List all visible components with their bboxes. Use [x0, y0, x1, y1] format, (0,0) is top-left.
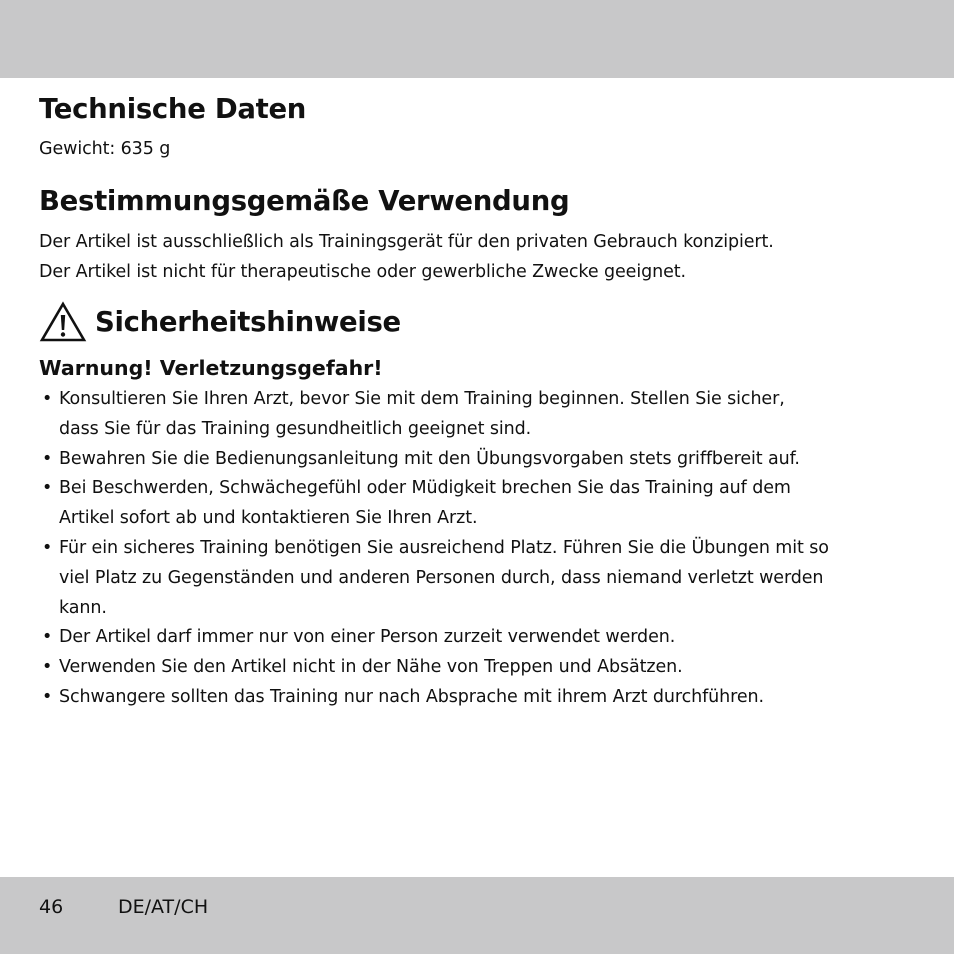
list-item: [39, 534, 829, 623]
region-code: DE/AT/CH: [118, 896, 209, 918]
warning-triangle-icon: [39, 301, 87, 343]
bullet-line: • Bewahren Sie die Bedienungsanleitung mit den Übungsvorgaben stets griffbereit auf.: [59, 448, 800, 469]
intended-use-heading: Bestimmungsgemäße Verwendung: [39, 185, 570, 217]
list-item: [39, 385, 829, 445]
bullet-line: • Verwenden Sie den Artikel nicht in der Nähe von Treppen und Absätzen.: [59, 657, 683, 678]
safety-bullet-list: [39, 385, 829, 713]
intended-use-line: Der Artikel ist nicht für therapeutische oder gewerbliche Zwecke geeignet.: [39, 261, 686, 282]
intended-use-line: Der Artikel ist ausschließlich als Trainingsgerät für den privaten Gebrauch konzipiert.: [39, 232, 774, 252]
list-item: [39, 445, 829, 475]
bullet-line: Artikel sofort ab und kontaktieren Sie Ihren Arzt.: [59, 508, 478, 529]
list-item: [39, 683, 829, 713]
list-item: [39, 653, 829, 683]
page-number: 46: [39, 896, 64, 918]
bullet-line: • Der Artikel darf immer nur von einer Person zurzeit verwendet werden.: [59, 627, 676, 648]
bullet-line: • Bei Beschwerden, Schwächegefühl oder Müdigkeit brechen Sie das Training auf dem: [59, 478, 791, 499]
bullet-line: viel Platz zu Gegenständen und anderen Personen durch, dass niemand verletzt werden: [59, 567, 824, 588]
bullet-line: • Schwangere sollten das Training nur nach Absprache mit ihrem Arzt durchführen.: [59, 686, 764, 707]
safety-heading: [39, 301, 401, 343]
intended-use-text: [39, 228, 774, 288]
bullet-line: • Konsultieren Sie Ihren Arzt, bevor Sie mit dem Training beginnen. Stellen Sie sicher,: [59, 389, 785, 409]
list-item: [39, 623, 829, 653]
technical-data-heading: Technische Daten: [39, 93, 307, 125]
page-footer: [39, 893, 209, 921]
bullet-line: • Für ein sicheres Training benötigen Sie ausreichend Platz. Führen Sie die Übungen mit so: [59, 537, 829, 558]
list-item: [39, 474, 829, 534]
bullet-line: dass Sie für das Training gesundheitlich geeignet sind.: [59, 418, 532, 439]
bullet-line: kann.: [59, 597, 107, 618]
header-band: [0, 0, 954, 78]
weight-text: Gewicht: 635 g: [39, 139, 171, 159]
warning-title: Warnung! Verletzungsgefahr!: [39, 356, 383, 380]
safety-heading-label: Sicherheitshinweise: [95, 306, 401, 338]
